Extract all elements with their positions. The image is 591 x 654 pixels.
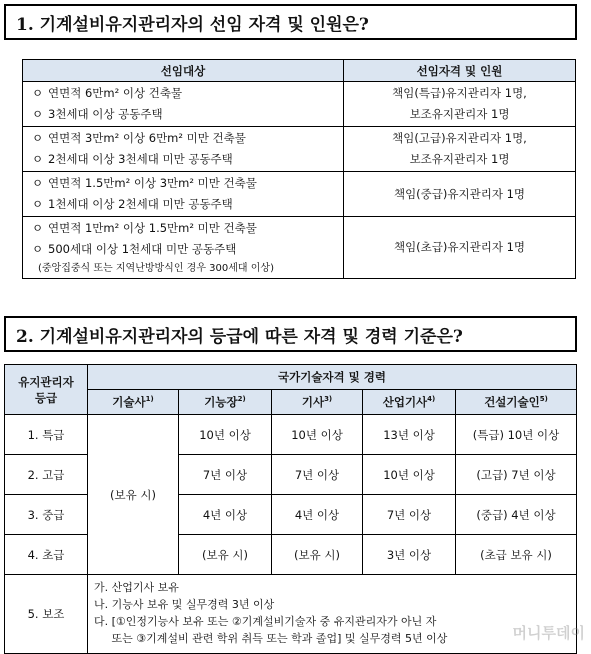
target-line bbox=[24, 194, 342, 215]
grade-cell: 1. 특급 bbox=[5, 415, 88, 455]
engineer-holder-cell: (보유 시) bbox=[88, 415, 179, 575]
target-text: 1천세대 이상 2천세대 미만 공동주택 bbox=[48, 197, 233, 211]
grade-cell: 3. 중급 bbox=[5, 495, 88, 535]
assistant-criteria-line: 나. 기능사 보유 및 실무경력 3년 이상 bbox=[94, 598, 275, 611]
bullet-icon: ㅇ bbox=[32, 131, 44, 145]
footnote-marker: 3) bbox=[324, 395, 333, 404]
footnote-marker: 2) bbox=[237, 395, 246, 404]
footnote-marker: 4) bbox=[427, 395, 436, 404]
target-line bbox=[24, 128, 342, 149]
bullet-icon: ㅇ bbox=[32, 86, 44, 100]
col-header-industrial-engineer bbox=[363, 390, 456, 415]
bullet-icon: ㅇ bbox=[32, 197, 44, 211]
target-line bbox=[24, 83, 342, 104]
appointment-qualification-cell bbox=[344, 82, 576, 127]
col-header-label: 산업기사 bbox=[382, 395, 428, 409]
target-text: 연면적 1만m² 이상 1.5만m² 미만 건축물 bbox=[48, 221, 257, 235]
col-header-grade: 유지관리자 등급 bbox=[5, 365, 88, 415]
footnote-marker: 1) bbox=[145, 395, 154, 404]
appointment-qualification-cell bbox=[344, 127, 576, 172]
grade-row bbox=[5, 415, 577, 455]
section1-title: 1. 기계설비유지관리자의 선임 자격 및 인원은? bbox=[4, 4, 577, 40]
target-line bbox=[24, 239, 342, 260]
col-header-national-cert: 국가기술자격 및 경력 bbox=[88, 365, 577, 390]
criteria-cell: 13년 이상 bbox=[363, 415, 456, 455]
appointment-row bbox=[23, 82, 576, 127]
target-line bbox=[24, 149, 342, 170]
appointment-qualification-cell bbox=[344, 217, 576, 279]
target-text: 연면적 6만m² 이상 건축물 bbox=[48, 86, 183, 100]
col-header-master-craftsman bbox=[179, 390, 272, 415]
footnote-marker: 5) bbox=[539, 395, 548, 404]
col-header-label: 기술사 bbox=[112, 395, 146, 409]
appointment-target-cell bbox=[23, 127, 344, 172]
col-header-engineer-grade bbox=[272, 390, 363, 415]
target-note: (중앙집중식 또는 지역난방방식인 경우 300세대 이상) bbox=[38, 263, 274, 274]
qualification-line: 책임(고급)유지관리자 1명, bbox=[392, 131, 527, 145]
grade-cell: 2. 고급 bbox=[5, 455, 88, 495]
qualification-line: 책임(중급)유지관리자 1명 bbox=[393, 186, 526, 201]
target-text: 500세대 이상 1천세대 미만 공동주택 bbox=[48, 242, 237, 256]
target-text: 연면적 1.5만m² 이상 3만m² 미만 건축물 bbox=[48, 176, 257, 190]
target-text: 3천세대 이상 공동주택 bbox=[48, 107, 163, 121]
watermark-logo: 머니투데이 bbox=[512, 624, 585, 642]
criteria-cell: 3년 이상 bbox=[363, 535, 456, 575]
grade-row-assistant bbox=[5, 575, 577, 654]
bullet-icon: ㅇ bbox=[32, 152, 44, 166]
target-text: 연면적 3만m² 이상 6만m² 미만 건축물 bbox=[48, 131, 246, 145]
col-header-construction-engineer bbox=[456, 390, 577, 415]
assistant-criteria-line: 다. [①인정기능사 보유 또는 ②기계설비기술자 중 유지관리자가 아닌 자 bbox=[94, 615, 437, 628]
criteria-cell: 7년 이상 bbox=[363, 495, 456, 535]
criteria-cell: 7년 이상 bbox=[272, 455, 363, 495]
bullet-icon: ㅇ bbox=[32, 221, 44, 235]
col-header-target: 선임대상 bbox=[23, 60, 344, 82]
criteria-cell: 7년 이상 bbox=[179, 455, 272, 495]
assistant-criteria-line: 가. 산업기사 보유 bbox=[94, 581, 179, 594]
col-header-label: 기능장 bbox=[204, 395, 238, 409]
bullet-icon: ㅇ bbox=[32, 242, 44, 256]
appointment-row bbox=[23, 172, 576, 217]
criteria-cell: (보유 시) bbox=[179, 535, 272, 575]
qualification-line: 보조유지관리자 1명 bbox=[409, 107, 510, 121]
target-line bbox=[24, 104, 342, 125]
qualification-line: 책임(특급)유지관리자 1명, bbox=[392, 86, 527, 100]
appointment-table bbox=[22, 59, 576, 279]
criteria-cell: 4년 이상 bbox=[179, 495, 272, 535]
criteria-cell: (고급) 7년 이상 bbox=[456, 455, 577, 495]
target-text: 2천세대 이상 3천세대 미만 공동주택 bbox=[48, 152, 233, 166]
grade-cell: 4. 초급 bbox=[5, 535, 88, 575]
assistant-criteria-line: 또는 ③기계설비 관련 학위 취득 또는 학과 졸업] 및 실무경력 5년 이상 bbox=[94, 632, 448, 645]
bullet-icon: ㅇ bbox=[32, 107, 44, 121]
assistant-criteria-cell bbox=[88, 575, 577, 654]
criteria-cell: (보유 시) bbox=[272, 535, 363, 575]
appointment-row bbox=[23, 127, 576, 172]
bullet-icon: ㅇ bbox=[32, 176, 44, 190]
criteria-cell: (특급) 10년 이상 bbox=[456, 415, 577, 455]
criteria-cell: 10년 이상 bbox=[179, 415, 272, 455]
appointment-target-cell bbox=[23, 82, 344, 127]
appointment-row bbox=[23, 217, 576, 279]
criteria-cell: 10년 이상 bbox=[363, 455, 456, 495]
qualification-line: 책임(초급)유지관리자 1명 bbox=[393, 240, 526, 254]
appointment-qualification-cell bbox=[344, 172, 576, 217]
col-header-qualification: 선임자격 및 인원 bbox=[344, 60, 576, 82]
col-header-label: 기사 bbox=[301, 395, 325, 409]
col-header-engineer bbox=[88, 390, 179, 415]
criteria-cell: 10년 이상 bbox=[272, 415, 363, 455]
appointment-target-cell bbox=[23, 217, 344, 279]
grade-criteria-table bbox=[4, 364, 577, 654]
col-header-label: 건설기술인 bbox=[484, 395, 540, 409]
target-line bbox=[24, 218, 342, 239]
criteria-cell: 4년 이상 bbox=[272, 495, 363, 535]
target-line bbox=[24, 173, 342, 194]
criteria-cell: (초급 보유 시) bbox=[456, 535, 577, 575]
qualification-line: 보조유지관리자 1명 bbox=[409, 152, 510, 166]
grade-cell: 5. 보조 bbox=[5, 575, 88, 654]
section2-title: 2. 기계설비유지관리자의 등급에 따른 자격 및 경력 기준은? bbox=[4, 316, 577, 352]
criteria-cell: (중급) 4년 이상 bbox=[456, 495, 577, 535]
appointment-target-cell bbox=[23, 172, 344, 217]
